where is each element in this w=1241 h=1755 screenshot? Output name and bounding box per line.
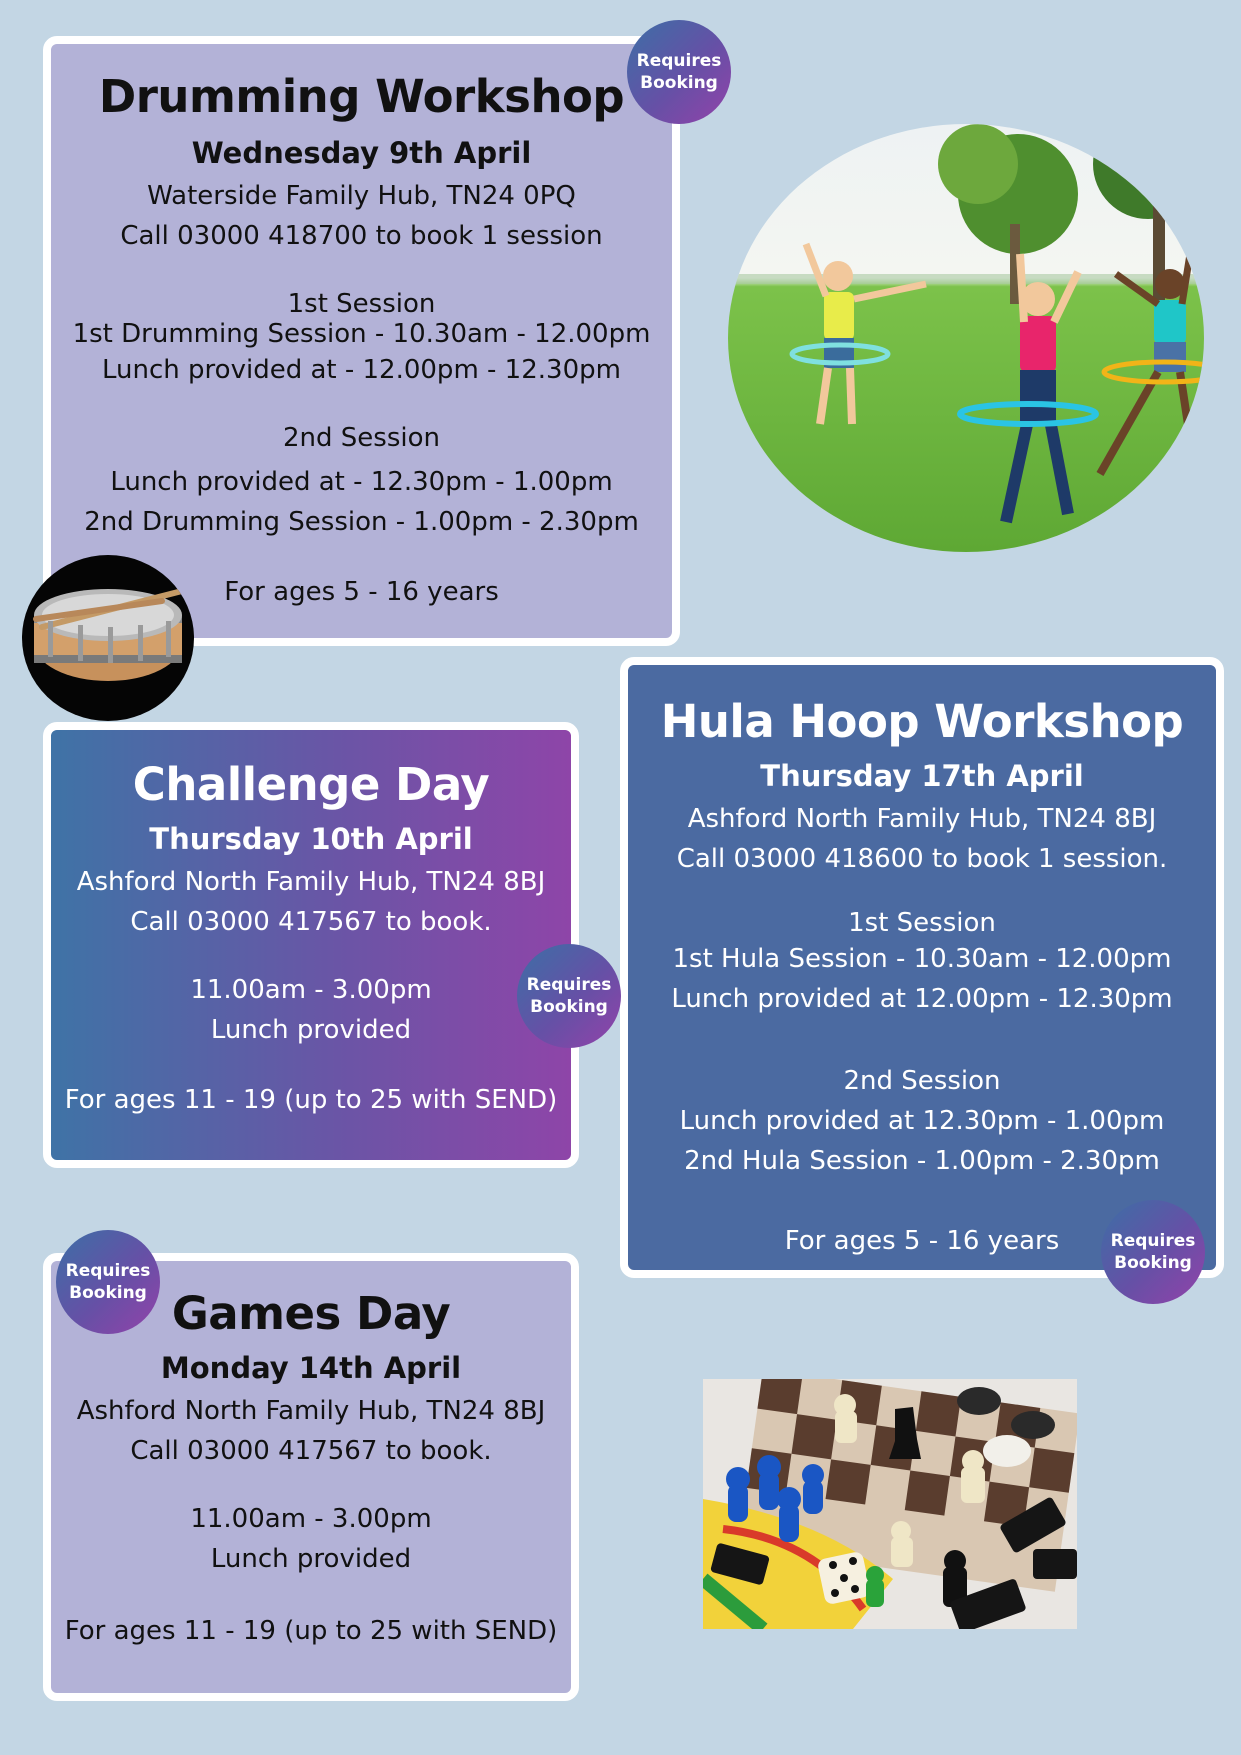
requires-booking-badge-drumming [627,20,731,124]
hula-session2-line2: 2nd Hula Session - 1.00pm - 2.30pm [684,1146,1160,1176]
drumming-title: Drumming Workshop [98,70,625,123]
challenge-title: Challenge Day [132,758,490,811]
drumming-venue: Waterside Family Hub, TN24 0PQ [147,181,576,211]
drumming-session2-line2: 2nd Drumming Session - 1.00pm - 2.30pm [84,507,639,537]
games-title: Games Day [171,1287,451,1340]
hula-hoop-children-photo [728,124,1204,552]
hula-call: Call 03000 418600 to book 1 session. [676,844,1168,874]
badge-line2: Booking [69,1283,147,1303]
hula-session2-heading: 2nd Session [843,1066,1001,1096]
drumming-session1-line2: Lunch provided at - 12.00pm - 12.30pm [102,355,621,385]
hula-date: Thursday 17th April [760,759,1084,793]
requires-booking-badge-hula [1101,1200,1205,1304]
hula-venue: Ashford North Family Hub, TN24 8BJ [687,804,1157,834]
challenge-venue: Ashford North Family Hub, TN24 8BJ [76,867,546,897]
board-games-image [703,1379,1077,1629]
games-date: Monday 14th April [160,1351,462,1385]
challenge-lunch: Lunch provided [210,1015,412,1045]
challenge-ages: For ages 11 - 19 (up to 25 with SEND) [64,1085,558,1115]
drumming-session1-line1: 1st Drumming Session - 10.30am - 12.00pm [72,319,651,349]
hula-session1-line1: 1st Hula Session - 10.30am - 12.00pm [672,944,1172,974]
hula-session2-line1: Lunch provided at 12.30pm - 1.00pm [679,1106,1165,1136]
badge-line1: Requires [65,1261,151,1281]
games-ages: For ages 11 - 19 (up to 25 with SEND) [64,1616,558,1646]
badge-line2: Booking [640,73,718,93]
hula-session1-line2: Lunch provided at 12.00pm - 12.30pm [671,984,1173,1014]
games-lunch: Lunch provided [210,1544,412,1574]
requires-booking-badge-games [56,1230,160,1334]
drumming-session2-heading: 2nd Session [283,423,440,453]
badge-line2: Booking [1114,1253,1192,1273]
drumming-date: Wednesday 9th April [191,136,532,170]
drumming-session1-heading: 1st Session [287,289,436,319]
challenge-date: Thursday 10th April [149,822,473,856]
challenge-time: 11.00am - 3.00pm [190,975,432,1005]
drumming-ages: For ages 5 - 16 years [224,577,499,607]
games-venue: Ashford North Family Hub, TN24 8BJ [76,1396,546,1426]
challenge-call: Call 03000 417567 to book. [130,907,492,937]
badge-line1: Requires [636,51,722,71]
drumming-call: Call 03000 418700 to book 1 session [120,221,603,251]
challenge-day-card [43,722,579,1168]
hula-title: Hula Hoop Workshop [660,695,1184,748]
hula-hoop-workshop-card [620,657,1224,1278]
badge-line2: Booking [530,997,608,1017]
badge-line1: Requires [1110,1231,1196,1251]
hula-ages: For ages 5 - 16 years [784,1226,1060,1256]
games-time: 11.00am - 3.00pm [190,1504,432,1534]
drumming-workshop-card [43,36,680,646]
requires-booking-badge-challenge [517,944,621,1048]
drumming-session2-line1: Lunch provided at - 12.30pm - 1.00pm [110,467,613,497]
snare-drum-image [22,555,194,721]
badge-line1: Requires [526,975,612,995]
hula-session1-heading: 1st Session [848,908,996,938]
games-call: Call 03000 417567 to book. [130,1436,492,1466]
